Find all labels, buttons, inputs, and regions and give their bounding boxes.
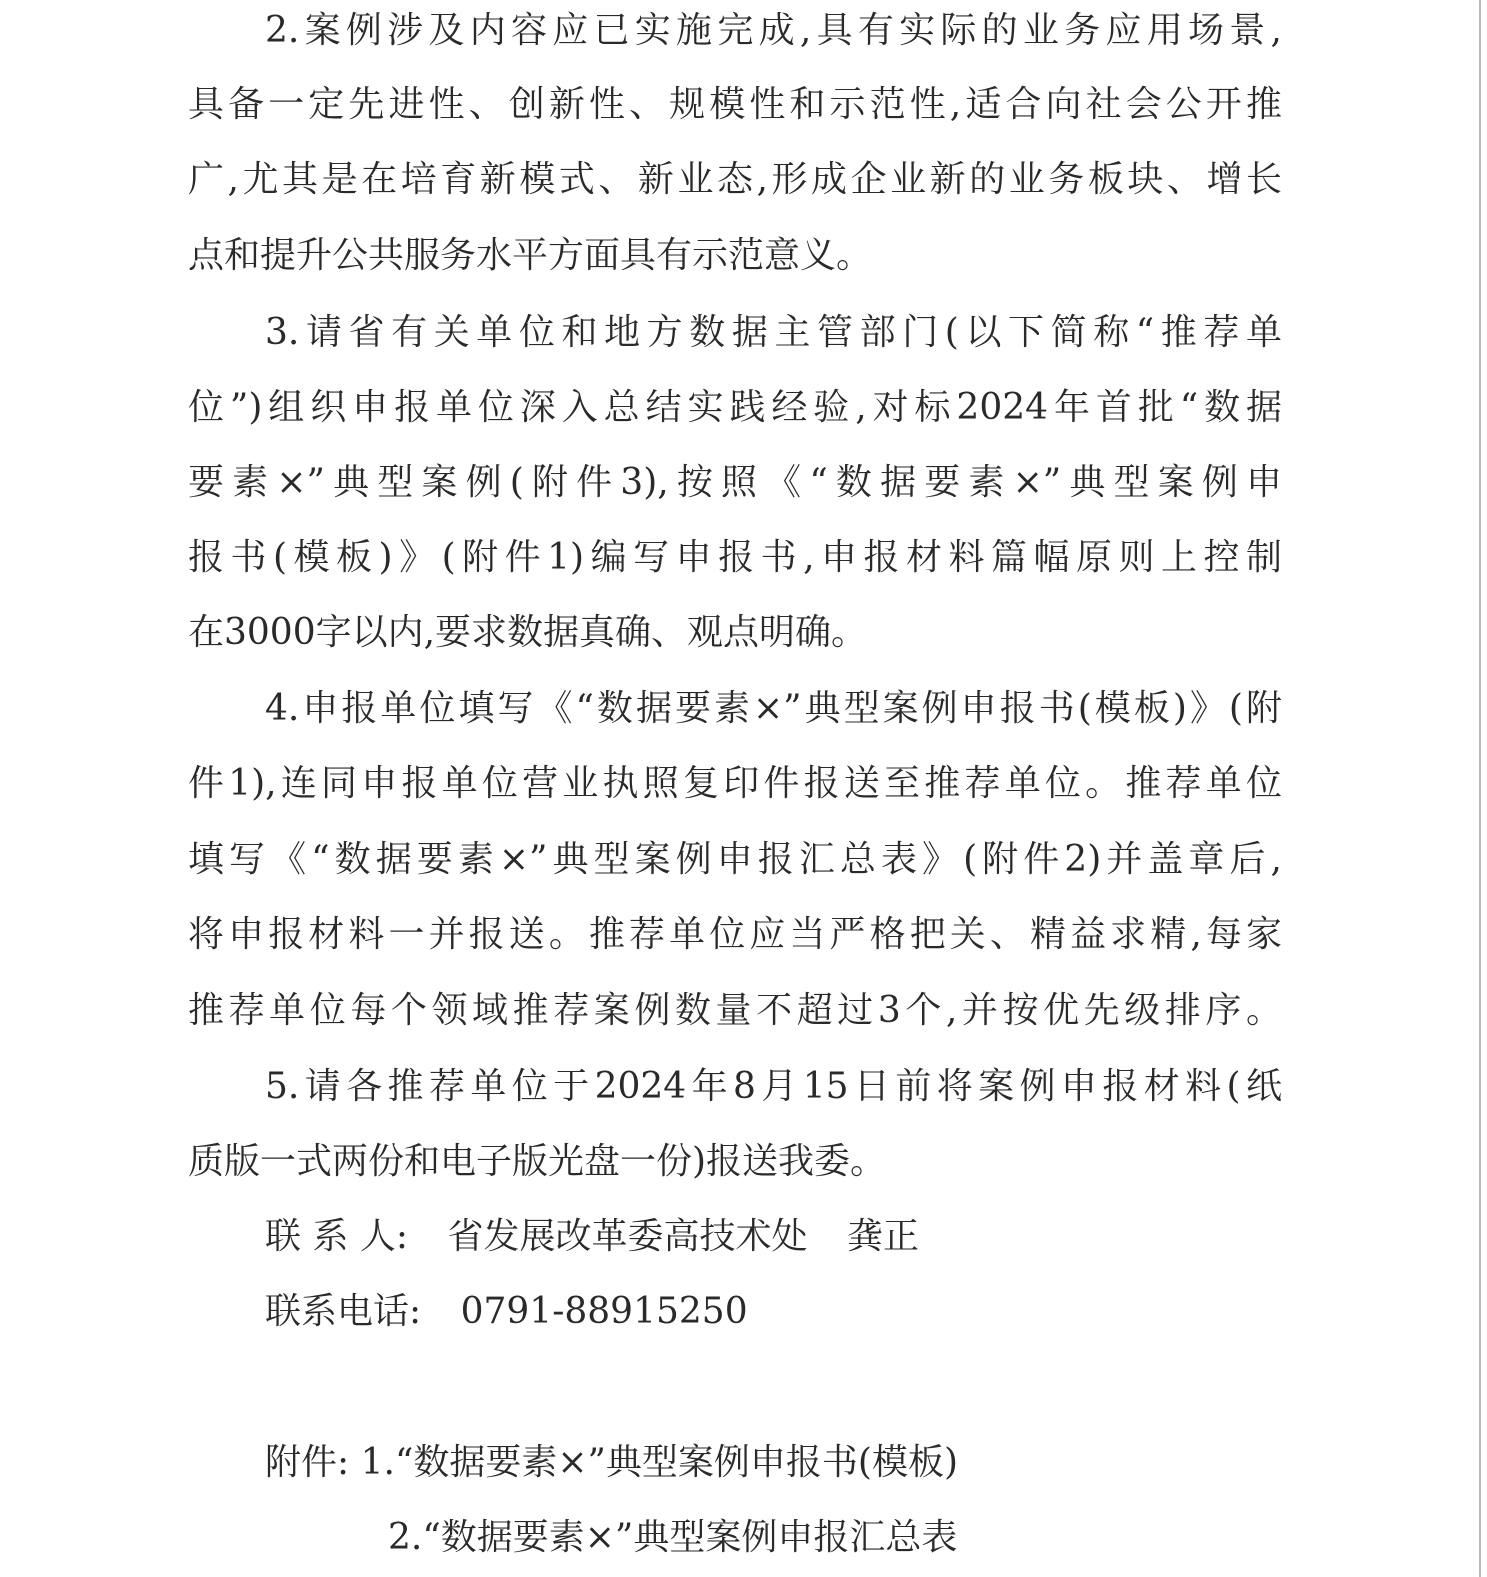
paragraph-2-line-1: 2.案例涉及内容应已实施完成,具有实际的业务应用场景, xyxy=(265,10,1282,51)
attachment-label: 附件: xyxy=(265,1442,350,1483)
paragraph-5-line-1: 5.请各推荐单位于2024年8月15日前将案例申报材料(纸 xyxy=(265,1066,1282,1107)
paragraph-2-line-2: 具备一定先进性、创新性、规模性和示范性,适合向社会公开推 xyxy=(188,84,1282,125)
paragraph-3-line-1: 3.请省有关单位和地方数据主管部门(以下简称“推荐单 xyxy=(265,312,1282,353)
contact-person-department: 省发展改革委高技术处 xyxy=(447,1216,808,1257)
contact-person-label: 联 系 人: xyxy=(265,1216,409,1257)
contact-person-name: 龚正 xyxy=(846,1216,919,1257)
paragraph-4-line-1: 4.申报单位填写《“数据要素×”典型案例申报书(模板)》(附 xyxy=(265,688,1282,729)
contact-person-line xyxy=(265,1207,919,1267)
paragraph-3-line-5: 在3000字以内,要求数据真确、观点明确。 xyxy=(188,612,868,653)
attachment-item-2: 2.“数据要素×”典型案例申报汇总表 xyxy=(388,1517,958,1558)
page-edge-line xyxy=(1479,0,1481,1577)
paragraph-4-line-5: 推荐单位每个领域推荐案例数量不超过3个,并按优先级排序。 xyxy=(188,990,1282,1031)
attachment-line-1 xyxy=(265,1433,958,1493)
paragraph-2-line-4: 点和提升公共服务水平方面具有示范意义。 xyxy=(188,235,873,276)
paragraph-3-line-3: 要素×”典型案例(附件3),按照《“数据要素×”典型案例申 xyxy=(188,462,1282,503)
contact-phone-value: 0791-88915250 xyxy=(460,1291,748,1332)
paragraph-4-line-2: 件1),连同申报单位营业执照复印件报送至推荐单位。推荐单位 xyxy=(188,763,1282,804)
contact-phone-line xyxy=(265,1282,748,1342)
paragraph-3-line-4: 报书(模板)》(附件1)编写申报书,申报材料篇幅原则上控制 xyxy=(188,537,1282,578)
contact-phone-label: 联系电话: xyxy=(265,1291,422,1332)
paragraph-4-line-3: 填写《“数据要素×”典型案例申报汇总表》(附件2)并盖章后, xyxy=(188,839,1282,880)
paragraph-5-line-2: 质版一式两份和电子版光盘一份)报送我委。 xyxy=(188,1141,887,1182)
paragraph-4-line-4: 将申报材料一并报送。推荐单位应当严格把关、精益求精,每家 xyxy=(188,914,1282,955)
attachment-item-1: 1.“数据要素×”典型案例申报书(模板) xyxy=(360,1442,959,1483)
paragraph-3-line-2: 位”)组织申报单位深入总结实践经验,对标2024年首批“数据 xyxy=(188,387,1282,428)
paragraph-2-line-3: 广,尤其是在培育新模式、新业态,形成企业新的业务板块、增长 xyxy=(188,159,1282,200)
